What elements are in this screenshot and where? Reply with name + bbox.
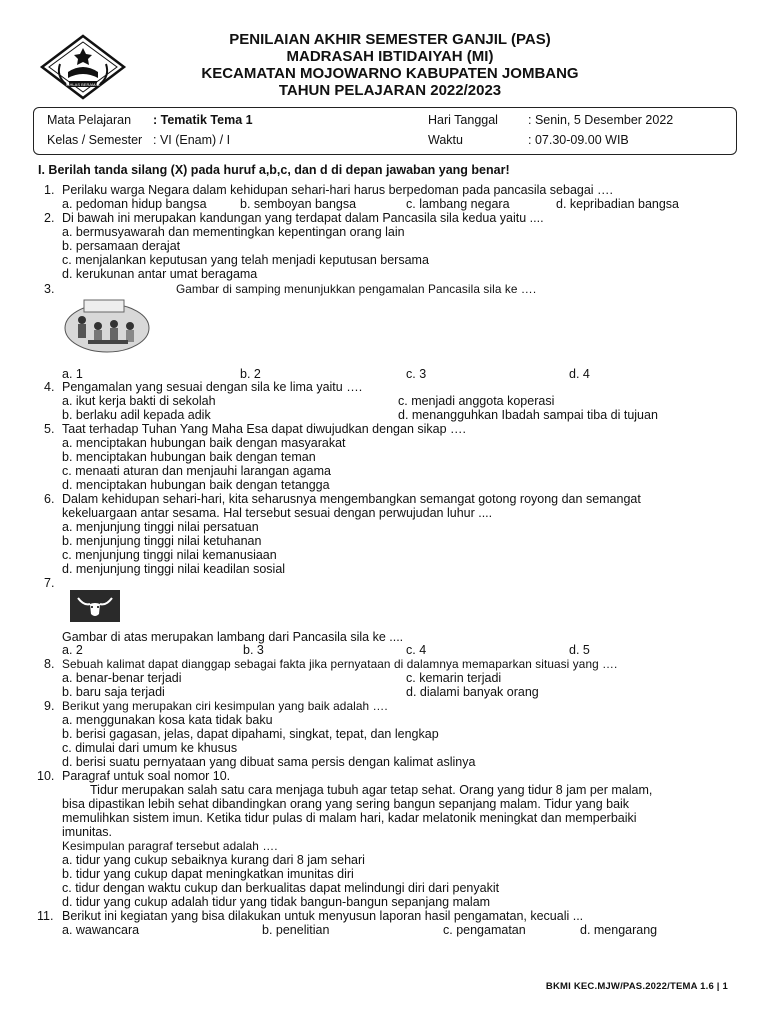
q6-option-b: b. menjunjung tinggi nilai ketuhanan xyxy=(62,534,262,548)
q2-option-a: a. bermusyawarah dan mementingkan kepentingan orang lain xyxy=(62,225,405,239)
q10-number: 10. xyxy=(37,769,55,783)
q7-option-d: d. 5 xyxy=(569,643,590,657)
q6-option-d: d. menjunjung tinggi nilai keadilan sosial xyxy=(62,562,286,576)
q6-text-line2: kekeluargaan antar sesama. Hal tersebut sesuai dengan perwujudan luhur .... xyxy=(62,506,493,520)
q7-option-b: b. 3 xyxy=(243,643,264,657)
q3-option-a: a. 1 xyxy=(62,367,83,381)
page-footer: BKMI KEC.MJW/PAS.2022/TEMA 1.6 | 1 xyxy=(545,981,728,992)
q7-option-c: c. 4 xyxy=(406,643,427,657)
q11-option-d: d. mengarang xyxy=(580,923,658,937)
q9-option-b: b. berisi gagasan, jelas, dapat dipahami, singkat, tepat, dan lengkap xyxy=(62,727,439,741)
logo-text: IKHLAS BERAMAL xyxy=(65,82,101,87)
q2-option-b: b. persamaan derajat xyxy=(62,239,181,253)
q4-option-d: d. menangguhkan Ibadah sampai tiba di tujuan xyxy=(398,408,658,422)
q1-text: Perilaku warga Negara dalam kehidupan sehari-hari harus berpedoman pada pancasila sebagai …. xyxy=(62,183,614,197)
q4-number: 4. xyxy=(44,380,55,394)
time-value: : 07.30-09.00 WIB xyxy=(528,133,629,147)
q8-number: 8. xyxy=(44,657,55,671)
subject-label: Mata Pelajaran xyxy=(47,113,132,127)
q3-option-d: d. 4 xyxy=(569,367,590,381)
q4-option-a: a. ikut kerja bakti di sekolah xyxy=(62,394,216,408)
q2-option-d: d. kerukunan antar umat beragama xyxy=(62,267,258,281)
q1-option-c: c. lambang negara xyxy=(406,197,510,211)
q2-option-c: c. menjalankan keputusan yang telah menjadi keputusan bersama xyxy=(62,253,429,267)
q6-text-line1: Dalam kehidupan sehari-hari, kita seharusnya mengembangkan semangat gotong royong dan semangat xyxy=(62,492,641,506)
q3-classroom-image xyxy=(64,296,150,354)
subject-value: : Tematik Tema 1 xyxy=(153,113,253,127)
q7-bull-head-image xyxy=(70,590,120,622)
q1-option-d: d. kepribadian bangsa xyxy=(556,197,680,211)
q3-option-b: b. 2 xyxy=(240,367,261,381)
day-label: Hari Tanggal xyxy=(428,113,498,127)
q11-number: 11. xyxy=(37,909,54,923)
q9-option-d: d. berisi suatu pernyataan yang dibuat sama persis dengan kalimat aslinya xyxy=(62,755,476,769)
q5-option-a: a. menciptakan hubungan baik dengan masyarakat xyxy=(62,436,346,450)
q3-number: 3. xyxy=(44,282,55,296)
madrasah-logo xyxy=(38,34,128,100)
q9-text: Berikut yang merupakan ciri kesimpulan yang baik adalah …. xyxy=(62,699,388,713)
exam-title: PENILAIAN AKHIR SEMESTER GANJIL (PAS) xyxy=(229,31,551,48)
q11-option-a: a. wawancara xyxy=(62,923,140,937)
q9-number: 9. xyxy=(44,699,55,713)
q10-option-a: a. tidur yang cukup sebaiknya kurang dari 8 jam sehari xyxy=(62,853,365,867)
q2-text: Di bawah ini merupakan kandungan yang terdapat dalam Pancasila sila kedua yaitu .... xyxy=(62,211,544,225)
class-value: : VI (Enam) / I xyxy=(153,133,231,147)
q1-option-a: a. pedoman hidup bangsa xyxy=(62,197,207,211)
district-name: KECAMATAN MOJOWARNO KABUPATEN JOMBANG xyxy=(201,65,579,82)
q3-option-c: c. 3 xyxy=(406,367,427,381)
q10-paragraph-line3: memulihkan sistem imun. Ketika tidur pulas di malam hari, kadar melatonik meningkat dan memperbaiki xyxy=(62,811,637,825)
q4-option-b: b. berlaku adil kepada adik xyxy=(62,408,211,422)
q1-number: 1. xyxy=(44,183,55,197)
q10-option-b: b. tidur yang cukup dapat meningkatkan imunitas diri xyxy=(62,867,354,881)
q4-text: Pengamalan yang sesuai dengan sila ke lima yaitu …. xyxy=(62,380,363,394)
q10-paragraph-line2: bisa dipastikan lebih sehat dibandingkan orang yang sering bangun sepanjang malam. Tidur yang baik xyxy=(62,797,630,811)
q8-text: Sebuah kalimat dapat dianggap sebagai fakta jika pernyataan di dalamnya memaparkan situasi yang …. xyxy=(62,657,618,671)
q11-option-b: b. penelitian xyxy=(262,923,330,937)
instruction: I. Berilah tanda silang (X) pada huruf a,b,c, dan d di depan jawaban yang benar! xyxy=(38,163,510,177)
q10-option-d: d. tidur yang cukup adalah tidur yang tidak bangun-bangun sepanjang malam xyxy=(62,895,491,909)
school-name: MADRASAH IBTIDAIYAH (MI) xyxy=(286,48,494,65)
class-label: Kelas / Semester xyxy=(47,133,143,147)
q11-option-c: c. pengamatan xyxy=(443,923,526,937)
q7-option-a: a. 2 xyxy=(62,643,83,657)
q5-number: 5. xyxy=(44,422,55,436)
q5-option-d: d. menciptakan hubungan baik dengan tetangga xyxy=(62,478,330,492)
q10-option-c: c. tidur dengan waktu cukup dan berkualitas dapat melindungi diri dari penyakit xyxy=(62,881,500,895)
q6-number: 6. xyxy=(44,492,55,506)
q8-option-c: c. kemarin terjadi xyxy=(406,671,502,685)
q8-option-b: b. baru saja terjadi xyxy=(62,685,165,699)
q11-text: Berikut ini kegiatan yang bisa dilakukan untuk menyusun laporan hasil pengamatan, kecuali ... xyxy=(62,909,584,923)
q6-option-c: c. menjunjung tinggi nilai kemanusiaan xyxy=(62,548,277,562)
q5-option-b: b. menciptakan hubungan baik dengan teman xyxy=(62,450,316,464)
q5-text: Taat terhadap Tuhan Yang Maha Esa dapat diwujudkan dengan sikap …. xyxy=(62,422,466,436)
q8-option-d: d. dialami banyak orang xyxy=(406,685,539,699)
academic-year: TAHUN PELAJARAN 2022/2023 xyxy=(278,82,502,99)
q8-option-a: a. benar-benar terjadi xyxy=(62,671,182,685)
q1-option-b: b. semboyan bangsa xyxy=(240,197,357,211)
time-label: Waktu xyxy=(428,133,463,147)
q10-paragraph-line4: imunitas. xyxy=(62,825,113,839)
day-value: : Senin, 5 Desember 2022 xyxy=(528,113,674,127)
q7-text: Gambar di atas merupakan lambang dari Pancasila sila ke .... xyxy=(62,630,404,644)
q7-number: 7. xyxy=(44,576,55,590)
q2-number: 2. xyxy=(44,211,55,225)
q10-paragraph-line1: Tidur merupakan salah satu cara menjaga tubuh agar tetap sehat. Orang yang tidur 8 jam per malam, xyxy=(90,783,653,797)
q6-option-a: a. menjunjung tinggi nilai persatuan xyxy=(62,520,259,534)
q9-option-a: a. menggunakan kosa kata tidak baku xyxy=(62,713,273,727)
q5-option-c: c. menaati aturan dan menjauhi larangan agama xyxy=(62,464,331,478)
q3-text: Gambar di samping menunjukkan pengamalan Pancasila sila ke …. xyxy=(176,282,537,296)
q4-option-c: c. menjadi anggota koperasi xyxy=(398,394,555,408)
q10-text: Paragraf untuk soal nomor 10. xyxy=(62,769,231,783)
q9-option-c: c. dimulai dari umum ke khusus xyxy=(62,741,238,755)
q10-question: Kesimpulan paragraf tersebut adalah …. xyxy=(62,839,278,853)
